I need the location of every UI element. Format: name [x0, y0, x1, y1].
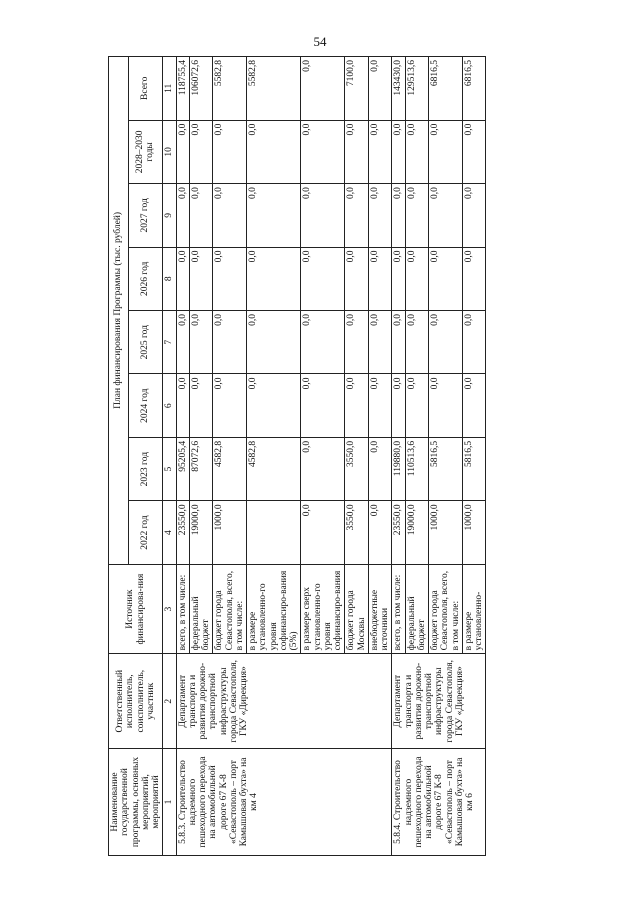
- amount-cell: 0,0: [392, 311, 405, 374]
- amount-cell: 0,0: [405, 247, 429, 310]
- column-index: 5: [163, 437, 176, 500]
- funding-source: всего, в том числе:: [392, 564, 405, 654]
- amount-cell: 0,0: [176, 120, 189, 183]
- amount-cell: 0,0: [462, 120, 486, 183]
- amount-cell: 1000,0: [429, 501, 463, 564]
- amount-cell: 0,0: [368, 437, 392, 500]
- amount-cell: 119880,0: [392, 437, 405, 500]
- amount-cell: 110513,6: [405, 437, 429, 500]
- amount-cell: 3550,0: [345, 437, 369, 500]
- amount-cell: 0,0: [345, 120, 369, 183]
- amount-cell: 0,0: [368, 120, 392, 183]
- amount-cell: 0,0: [213, 120, 247, 183]
- amount-cell: 0,0: [429, 374, 463, 437]
- amount-cell: 118755,4: [176, 57, 189, 121]
- amount-cell: 5582,8: [213, 57, 247, 121]
- activity-name: 5.8.3. Строительство надземного пешеходного перехода на автомобильной дороге 67 К-8 «Севастополь – порт Камышовая бухта» на км 4: [176, 748, 392, 855]
- amount-cell: 0,0: [462, 311, 486, 374]
- funding-source: внебюджетные источники: [368, 564, 392, 654]
- amount-cell: 4582,8: [213, 437, 247, 500]
- responsible-executor: Департамент транспорта и развития дорожно-транспортной инфраструктуры города Севастополя, ГКУ «Дирекция»: [176, 654, 392, 749]
- amount-cell: 6816,5: [462, 57, 486, 121]
- amount-cell: 0,0: [247, 374, 301, 437]
- amount-cell: 95205,4: [176, 437, 189, 500]
- amount-cell: 0,0: [368, 311, 392, 374]
- column-index: 8: [163, 247, 176, 310]
- amount-cell: 0,0: [301, 120, 345, 183]
- header-year-2025: 2025 год: [128, 311, 163, 374]
- amount-cell: 0,0: [213, 247, 247, 310]
- amount-cell: 0,0: [368, 501, 392, 564]
- header-year-2026: 2026 год: [128, 247, 163, 310]
- funding-source: в размере установленно-го уровня софинансиро-вания (5%): [247, 564, 301, 654]
- header-executor: Ответственный исполнитель, соисполнитель, участник: [109, 654, 163, 749]
- table-row: [392, 57, 405, 856]
- amount-cell: 0,0: [301, 374, 345, 437]
- amount-cell: 0,0: [392, 120, 405, 183]
- funding-source: бюджет города Севастополя, всего, в том числе:: [429, 564, 463, 654]
- amount-cell: 0,0: [176, 184, 189, 247]
- amount-cell: 0,0: [247, 120, 301, 183]
- amount-cell: 0,0: [392, 184, 405, 247]
- amount-cell: 0,0: [462, 184, 486, 247]
- amount-cell: 0,0: [368, 184, 392, 247]
- header-total: Всего: [128, 57, 163, 121]
- amount-cell: 0,0: [429, 247, 463, 310]
- amount-cell: 0,0: [301, 247, 345, 310]
- amount-cell: 0,0: [429, 184, 463, 247]
- amount-cell: 106072,6: [189, 57, 213, 121]
- column-index: 6: [163, 374, 176, 437]
- column-index: 9: [163, 184, 176, 247]
- activity-name: 5.8.4. Строительство надземного пешеходного перехода на автомобильной дороге 67 К-8 «Севастополь – порт Камышовая бухта» на км 6: [392, 748, 486, 855]
- amount-cell: 5816,5: [462, 437, 486, 500]
- amount-cell: 0,0: [405, 120, 429, 183]
- column-index: 11: [163, 57, 176, 121]
- amount-cell: 0,0: [301, 184, 345, 247]
- financing-table: [108, 56, 486, 856]
- amount-cell: 0,0: [247, 184, 301, 247]
- amount-cell: 3550,0: [345, 501, 369, 564]
- funding-source: бюджет города Севастополя, всего, в том числе:: [213, 564, 247, 654]
- amount-cell: 0,0: [213, 311, 247, 374]
- amount-cell: 0,0: [405, 184, 429, 247]
- amount-cell: 0,0: [247, 247, 301, 310]
- amount-cell: 0,0: [247, 311, 301, 374]
- funding-source: федеральный бюджет: [189, 564, 213, 654]
- amount-cell: 5582,8: [247, 57, 301, 121]
- amount-cell: 0,0: [345, 311, 369, 374]
- amount-cell: 0,0: [345, 374, 369, 437]
- amount-cell: 4582,8: [247, 437, 301, 500]
- column-index: 1: [163, 748, 176, 855]
- amount-cell: 0,0: [429, 120, 463, 183]
- amount-cell: [247, 501, 301, 564]
- header-plan: План финансирования Программы (тыс. рублей): [109, 57, 129, 565]
- amount-cell: 0,0: [405, 311, 429, 374]
- column-index: 2: [163, 654, 176, 749]
- amount-cell: 5816,5: [429, 437, 463, 500]
- amount-cell: 7100,0: [345, 57, 369, 121]
- column-index: 4: [163, 501, 176, 564]
- header-year-2022: 2022 год: [128, 501, 163, 564]
- amount-cell: 23550,0: [392, 501, 405, 564]
- amount-cell: 0,0: [213, 184, 247, 247]
- amount-cell: 0,0: [301, 437, 345, 500]
- amount-cell: 23550,0: [176, 501, 189, 564]
- amount-cell: 143430,0: [392, 57, 405, 121]
- amount-cell: 0,0: [176, 311, 189, 374]
- amount-cell: 0,0: [301, 501, 345, 564]
- amount-cell: 0,0: [345, 184, 369, 247]
- amount-cell: 0,0: [213, 374, 247, 437]
- amount-cell: 0,0: [189, 374, 213, 437]
- funding-source: в размере установленно-: [462, 564, 486, 654]
- amount-cell: 0,0: [368, 374, 392, 437]
- rotated-table-container: [108, 56, 526, 856]
- amount-cell: 0,0: [368, 57, 392, 121]
- amount-cell: 0,0: [392, 374, 405, 437]
- amount-cell: 0,0: [462, 374, 486, 437]
- page-number: 54: [313, 34, 327, 49]
- column-index: 7: [163, 311, 176, 374]
- amount-cell: 0,0: [345, 247, 369, 310]
- amount-cell: 0,0: [176, 247, 189, 310]
- amount-cell: 0,0: [189, 184, 213, 247]
- funding-source: всего, в том числе:: [176, 564, 189, 654]
- amount-cell: 0,0: [429, 311, 463, 374]
- column-index: 3: [163, 564, 176, 654]
- amount-cell: 0,0: [189, 247, 213, 310]
- responsible-executor: Департамент транспорта и развития дорожно-транспортной инфраструктуры города Севастополя, ГКУ «Дирекция»: [392, 654, 486, 749]
- funding-source: в размере сверх установленно-го уровня софинансиро-вания: [301, 564, 345, 654]
- amount-cell: 6816,5: [429, 57, 463, 121]
- header-year-2023: 2023 год: [128, 437, 163, 500]
- amount-cell: 87072,6: [189, 437, 213, 500]
- amount-cell: 1000,0: [462, 501, 486, 564]
- table-body: [176, 57, 486, 856]
- column-index-row: [163, 57, 176, 856]
- amount-cell: 0,0: [189, 120, 213, 183]
- amount-cell: 19000,0: [189, 501, 213, 564]
- amount-cell: 0,0: [405, 374, 429, 437]
- amount-cell: 0,0: [176, 374, 189, 437]
- header-year-2024: 2024 год: [128, 374, 163, 437]
- funding-source: федеральный бюджет: [405, 564, 429, 654]
- amount-cell: 0,0: [462, 247, 486, 310]
- amount-cell: 0,0: [392, 247, 405, 310]
- header-year-2028-2030: 2028–2030 годы: [128, 120, 163, 183]
- amount-cell: 129513,6: [405, 57, 429, 121]
- funding-source: бюджет города Москвы: [345, 564, 369, 654]
- amount-cell: 0,0: [189, 311, 213, 374]
- table-row: [176, 57, 189, 856]
- amount-cell: 1000,0: [213, 501, 247, 564]
- amount-cell: 0,0: [301, 57, 345, 121]
- column-index: 10: [163, 120, 176, 183]
- amount-cell: 0,0: [368, 247, 392, 310]
- header-source: Источник финансирова-ния: [109, 564, 163, 654]
- amount-cell: 19000,0: [405, 501, 429, 564]
- header-year-2027: 2027 год: [128, 184, 163, 247]
- header-name: Наименование государственной программы, основных мероприятий, мероприятий: [109, 748, 163, 855]
- amount-cell: 0,0: [301, 311, 345, 374]
